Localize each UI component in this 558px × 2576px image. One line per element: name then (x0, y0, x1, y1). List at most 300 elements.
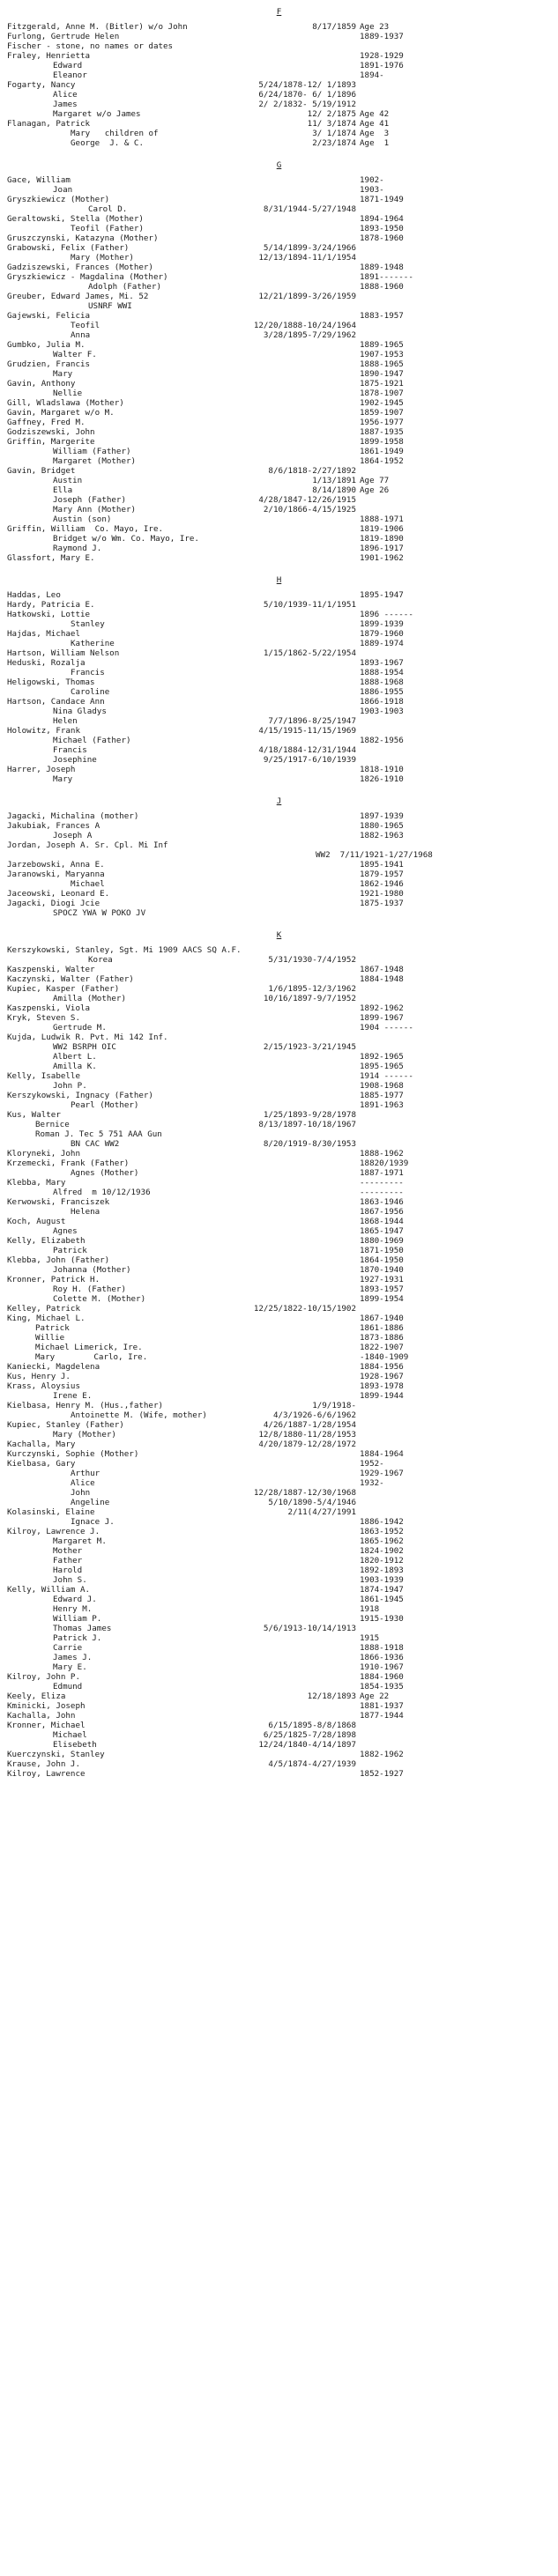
entry-years-or-age: 1888-1968 (360, 677, 404, 687)
burial-entry (0, 243, 558, 253)
entry-years-or-age: 1884-1948 (360, 974, 404, 984)
burial-entry (0, 185, 558, 195)
burial-entry (0, 1410, 558, 1420)
entry-name: Holowitz, Frank (7, 726, 80, 736)
entry-name: Kelly, Elizabeth (7, 1236, 86, 1246)
burial-entry (0, 908, 558, 918)
burial-entry (0, 974, 558, 984)
entry-dates: 6/15/1895-8/8/1868 (268, 1721, 356, 1730)
entry-name: Gumbko, Julia M. (7, 340, 86, 350)
entry-dates: 1/6/1895-12/3/1962 (268, 984, 356, 994)
burial-entry (0, 811, 558, 821)
entry-dates: 5/10/1890-5/4/1946 (268, 1498, 356, 1507)
burial-entry (0, 253, 558, 263)
entry-name: Margaret (Mother) (53, 456, 137, 466)
entry-years-or-age: 1893-1950 (360, 224, 404, 233)
burial-entry (0, 456, 558, 466)
burial-entry (0, 22, 558, 32)
entry-name: William P. (53, 1614, 102, 1624)
burial-entry (0, 1023, 558, 1033)
burial-entry (0, 1314, 558, 1323)
burial-entry (0, 736, 558, 745)
burial-entry (0, 119, 558, 129)
burial-entry (0, 70, 558, 80)
entry-name: Hardy, Patricia E. (7, 600, 95, 610)
section-gap (0, 1779, 558, 1788)
entry-name: Michael (71, 879, 105, 889)
burial-entry (0, 984, 558, 994)
burial-entry (0, 466, 558, 476)
entry-years-or-age: 1891-1963 (360, 1100, 404, 1110)
burial-entry (0, 726, 558, 736)
burial-entry (0, 687, 558, 697)
burial-entry (0, 129, 558, 138)
burial-entry (0, 821, 558, 831)
entry-name: Hajdas, Michael (7, 629, 80, 639)
entry-years-or-age: 1861-1945 (360, 1595, 404, 1604)
entry-name: Gruszczynski, Katazyna (Mother) (7, 233, 159, 243)
burial-entry (0, 1730, 558, 1740)
entry-years-or-age: 1956-1977 (360, 418, 404, 427)
entry-name: Kaszpenski, Walter (7, 965, 95, 974)
entry-years-or-age: 1819-1906 (360, 524, 404, 534)
burial-entry (0, 1769, 558, 1779)
entry-years-or-age: --------- (360, 1188, 404, 1197)
entry-name: Griffin, Margerite (7, 437, 95, 447)
entry-name: Harrer, Joseph (7, 765, 76, 774)
entry-dates: 4/18/1884-12/31/1944 (258, 745, 356, 755)
entry-dates: 3/ 1/1874 (312, 129, 356, 138)
burial-entry (0, 1246, 558, 1255)
burial-entry (0, 109, 558, 119)
burial-entry (0, 697, 558, 707)
entry-dates: 12/20/1888-10/24/1964 (253, 321, 356, 330)
entry-years-or-age: 1952- (360, 1459, 384, 1469)
entry-years-or-age: 1880-1965 (360, 821, 404, 831)
burial-entry (0, 1207, 558, 1217)
entry-name: Michael (53, 1730, 87, 1740)
section-letter-heading: G (276, 160, 282, 170)
entry-name: Johanna (Mother) (53, 1265, 131, 1275)
burial-entry (0, 311, 558, 321)
entry-years-or-age: 1822-1907 (360, 1343, 404, 1352)
section-h (0, 575, 558, 793)
burial-entry (0, 263, 558, 272)
entry-dates: 4/15/1915-11/15/1969 (258, 726, 356, 736)
burial-entry (0, 755, 558, 765)
burial-entry (0, 1759, 558, 1769)
entry-years-or-age: Age 42 (360, 109, 390, 119)
burial-entry (0, 1575, 558, 1585)
burial-entry (0, 716, 558, 726)
entry-name: Alice (53, 90, 78, 100)
section-g (0, 160, 558, 572)
entry-years-or-age: 1866-1936 (360, 1653, 404, 1662)
entry-years-or-age: 1894- (360, 70, 384, 80)
entry-name: Gajewski, Felicia (7, 311, 91, 321)
burial-entry (0, 138, 558, 148)
entry-years-or-age: 1875-1921 (360, 379, 404, 389)
burial-entry (0, 965, 558, 974)
burial-entry (0, 485, 558, 495)
entry-name: Thomas James (53, 1624, 112, 1633)
entry-name: Kujda, Ludwik R. Pvt. Mi 142 Inf. (7, 1033, 168, 1042)
entry-years-or-age: 1899-1967 (360, 1013, 404, 1023)
entry-years-or-age: 1820-1912 (360, 1556, 404, 1566)
burial-entry (0, 1566, 558, 1575)
entry-years-or-age: 1921-1980 (360, 889, 404, 899)
burial-entry (0, 282, 558, 292)
entry-name: Kus, Walter (7, 1110, 61, 1120)
entry-name: Agnes (53, 1226, 78, 1236)
entry-years-or-age: 1824-1902 (360, 1546, 404, 1556)
entry-dates: 6/25/1825-7/28/1898 (263, 1730, 356, 1740)
entry-name: Gill, Wladslawa (Mother) (7, 398, 124, 408)
burial-entry (0, 1255, 558, 1265)
section-gap (0, 784, 558, 793)
burial-entry (0, 80, 558, 90)
entry-name: Kronner, Patrick H. (7, 1275, 100, 1284)
entry-name: Kerwowski, Franciszek (7, 1197, 110, 1207)
entry-years-or-age: Age 26 (360, 485, 390, 495)
entry-name: Gryszkiewicz - Magdalina (Mother) (7, 272, 168, 282)
entry-name: Patrick J. (53, 1633, 102, 1643)
entry-years-or-age: 1884-1960 (360, 1672, 404, 1682)
burial-entry (0, 619, 558, 629)
burial-entry (0, 1304, 558, 1314)
entry-years-or-age: 1891-1976 (360, 61, 404, 70)
burial-entry (0, 1391, 558, 1401)
entry-years-or-age: 1883-1957 (360, 311, 404, 321)
entry-years-or-age: 1907-1953 (360, 350, 404, 359)
burial-entry (0, 1042, 558, 1052)
burial-entry (0, 1062, 558, 1071)
entry-name: Heligowski, Thomas (7, 677, 95, 687)
burial-entry (0, 398, 558, 408)
entry-name: Kaczynski, Walter (Father) (7, 974, 134, 984)
burial-entry (0, 514, 558, 524)
burial-entry (0, 389, 558, 398)
entry-years-or-age: 1868-1944 (360, 1217, 404, 1226)
burial-entry (0, 1158, 558, 1168)
entry-years-or-age: 1887-1935 (360, 427, 404, 437)
entry-dates: 11/ 3/1874 (307, 119, 356, 129)
burial-entry (0, 765, 558, 774)
burial-entry (0, 350, 558, 359)
burial-entry (0, 1236, 558, 1246)
entry-name: Eleanor (53, 70, 87, 80)
burial-entry (0, 1653, 558, 1662)
burial-entry (0, 1129, 558, 1139)
burial-entry (0, 1546, 558, 1556)
burial-entry (0, 524, 558, 534)
entry-name: Helena (71, 1207, 100, 1217)
entry-name: Kryk, Steven S. (7, 1013, 80, 1023)
section-gap (0, 563, 558, 572)
entry-name: Jakubiak, Frances A (7, 821, 100, 831)
burial-entry (0, 1498, 558, 1507)
entry-years-or-age: 1892-1893 (360, 1566, 404, 1575)
entry-name: Flanagan, Patrick (7, 119, 91, 129)
burial-entry (0, 1711, 558, 1721)
entry-name: Jarzebowski, Anna E. (7, 860, 105, 870)
entry-name: Kronner, Michael (7, 1721, 86, 1730)
entry-years-or-age: 1902-1945 (360, 398, 404, 408)
entry-name: Krass, Aloysius (7, 1381, 80, 1391)
entry-name: Joan (53, 185, 73, 195)
burial-entry (0, 321, 558, 330)
entry-name: Fraley, Henrietta (7, 51, 91, 61)
entry-name: Josephine (53, 755, 97, 765)
burial-entry (0, 1672, 558, 1682)
entry-name: Kachalla, Mary (7, 1440, 76, 1449)
section-gap (0, 148, 558, 157)
burial-entry (0, 1469, 558, 1478)
entry-name: James J. (53, 1653, 93, 1662)
entry-years-or-age: 1879-1960 (360, 629, 404, 639)
entry-years-or-age: 1886-1955 (360, 687, 404, 697)
burial-entry (0, 1556, 558, 1566)
entry-years-or-age: 1889-1974 (360, 639, 404, 648)
entry-years-or-age: 1884-1964 (360, 1449, 404, 1459)
entry-years-or-age: 1903-1903 (360, 707, 404, 716)
burial-entry (0, 553, 558, 563)
entry-dates: 12/24/1840-4/14/1897 (258, 1740, 356, 1750)
entry-name: Godziszewski, John (7, 427, 95, 437)
entry-name: Teofil (Father) (71, 224, 144, 233)
entry-name: Jaranowski, Maryanna (7, 870, 105, 879)
entry-name: Amilla (Mother) (53, 994, 126, 1003)
section-k (0, 930, 558, 1788)
entry-name: Anna (71, 330, 91, 340)
burial-entry (0, 1595, 558, 1604)
burial-entry (0, 195, 558, 204)
entry-name: WW2 BSRPH OIC (53, 1042, 116, 1052)
entry-years-or-age: 1908-1968 (360, 1081, 404, 1091)
burial-entry (0, 408, 558, 418)
entry-years-or-age: 1874-1947 (360, 1585, 404, 1595)
entry-dates: 2/11(4/27/1991 (287, 1507, 356, 1517)
burial-entry (0, 955, 558, 965)
entry-name: Father (53, 1556, 83, 1566)
burial-entry (0, 1013, 558, 1023)
burial-entry (0, 889, 558, 899)
entry-name: Fogarty, Nancy (7, 80, 76, 90)
section-gap (0, 918, 558, 927)
entry-name: Jagacki, Michalina (mother) (7, 811, 139, 821)
entry-name: Angeline (71, 1498, 110, 1507)
entry-name: Jagacki, Diogi Jcie (7, 899, 100, 908)
entry-name: Kachalla, John (7, 1711, 76, 1721)
burial-entry (0, 1178, 558, 1188)
entry-name: Mary E. (53, 1662, 87, 1672)
entry-name: Korea (88, 955, 113, 965)
entry-name: Amilla K. (53, 1062, 97, 1071)
entry-name: Katherine (71, 639, 115, 648)
entry-name: Pearl (Mother) (71, 1100, 139, 1110)
entry-years-or-age: 1892-1965 (360, 1052, 404, 1062)
entry-name: George J. & C. (71, 138, 144, 148)
entry-name: Gadziszewski, Frances (Mother) (7, 263, 153, 272)
entry-years-or-age: 1892-1962 (360, 1003, 404, 1013)
entry-dates: 12/28/1887-12/30/1968 (253, 1488, 356, 1498)
entry-name: Edward J. (53, 1595, 97, 1604)
burial-entry (0, 100, 558, 109)
entry-years-or-age: 1854-1935 (360, 1682, 404, 1691)
burial-entry (0, 505, 558, 514)
entry-dates: 3/28/1895-7/29/1962 (263, 330, 356, 340)
burial-entry (0, 1488, 558, 1498)
entry-dates: 5/24/1878-12/ 1/1893 (258, 80, 356, 90)
entry-name: Kilroy, Lawrence J. (7, 1527, 100, 1536)
entry-years-or-age: 1866-1918 (360, 697, 404, 707)
entry-years-or-age: 1895-1941 (360, 860, 404, 870)
burial-entry (0, 1323, 558, 1333)
burial-entry (0, 1750, 558, 1759)
entry-name: Klebba, Mary (7, 1178, 66, 1188)
entry-name: BN CAC WW2 (71, 1139, 120, 1149)
entry-name: Geraltowski, Stella (Mother) (7, 214, 144, 224)
burial-entry (0, 534, 558, 544)
entry-name: Ella (53, 485, 73, 495)
entry-name: Edward (53, 61, 83, 70)
entry-dates: 8/31/1944-5/27/1948 (263, 204, 356, 214)
entry-name: Mary (53, 774, 73, 784)
burial-entry (0, 292, 558, 301)
section-letter-heading: K (276, 930, 282, 940)
entry-name: Carol D. (88, 204, 128, 214)
entry-name: Kerszykowski, Stanley, Sgt. Mi 1909 AACS SQ A.F. (7, 945, 242, 955)
entry-name: Joseph (Father) (53, 495, 126, 505)
entry-name: Gavin, Bridget (7, 466, 76, 476)
entry-name: Elisebeth (53, 1740, 97, 1750)
burial-entry (0, 850, 558, 860)
entry-name: Mary (Mother) (53, 1430, 116, 1440)
burial-entry (0, 879, 558, 889)
entry-dates: 2/ 2/1832- 5/19/1912 (258, 100, 356, 109)
entry-years-or-age: 1878-1960 (360, 233, 404, 243)
burial-entry (0, 774, 558, 784)
burial-entry (0, 1624, 558, 1633)
entry-name: Edmund (53, 1682, 83, 1691)
entry-name: Kupiec, Kasper (Father) (7, 984, 120, 994)
entry-name: Koch, August (7, 1217, 66, 1226)
entry-years-or-age: 1861-1949 (360, 447, 404, 456)
entry-years-or-age: 1915 (360, 1633, 380, 1643)
entry-name: Agnes (Mother) (71, 1168, 139, 1178)
burial-entry (0, 1633, 558, 1643)
entry-name: Colette M. (Mother) (53, 1294, 146, 1304)
burial-entry (0, 677, 558, 687)
burial-entry (0, 1507, 558, 1517)
entry-name: Henry M. (53, 1604, 93, 1614)
entry-list (0, 175, 558, 563)
entry-years-or-age: 1871-1950 (360, 1246, 404, 1255)
entry-years-or-age: 1893-1967 (360, 658, 404, 668)
entry-name: Margaret w/o James (53, 109, 141, 119)
burial-entry (0, 1081, 558, 1091)
burial-entry (0, 1110, 558, 1120)
entry-years-or-age: 1893-1978 (360, 1381, 404, 1391)
entry-name: Teofil (71, 321, 100, 330)
burial-entry (0, 658, 558, 668)
entry-dates: 4/26/1887-1/28/1954 (263, 1420, 356, 1430)
entry-years-or-age: 1901-1962 (360, 553, 404, 563)
burial-entry (0, 899, 558, 908)
entry-name: Mary Carlo, Ire. (35, 1352, 148, 1362)
entry-name: Nellie (53, 389, 83, 398)
burial-entry (0, 1343, 558, 1352)
burial-entry (0, 427, 558, 437)
entry-years-or-age: 1889-1965 (360, 340, 404, 350)
entry-years-or-age: 1882-1962 (360, 1750, 404, 1759)
burial-entry (0, 1372, 558, 1381)
entry-years-or-age: 1888-1965 (360, 359, 404, 369)
entry-dates: 4/3/1926-6/6/1962 (272, 1410, 356, 1420)
entry-years-or-age: 1895-1947 (360, 590, 404, 600)
entry-years-or-age: 1899-1954 (360, 1294, 404, 1304)
burial-entry (0, 437, 558, 447)
burial-entry (0, 1362, 558, 1372)
entry-name: Kelly, Isabelle (7, 1071, 80, 1081)
entry-years-or-age: 1888-1954 (360, 668, 404, 677)
entry-years-or-age: 1818-1910 (360, 765, 404, 774)
entry-dates: 4/28/1847-12/26/1915 (258, 495, 356, 505)
entry-name: Grabowski, Felix (Father) (7, 243, 130, 253)
entry-name: Nina Gladys (53, 707, 107, 716)
entry-dates: 12/ 2/1875 (307, 109, 356, 119)
entry-name: Kelly, William A. (7, 1585, 91, 1595)
burial-entry (0, 1691, 558, 1701)
entry-years-or-age: 1904 ------ (360, 1023, 413, 1033)
entry-name: Caroline (71, 687, 110, 697)
entry-years-or-age: 1859-1907 (360, 408, 404, 418)
entry-name: Greuber, Edward James, Mi. 52 (7, 292, 149, 301)
entry-name: Furlong, Gertrude Helen (7, 32, 120, 41)
entry-name: Haddas, Leo (7, 590, 61, 600)
entry-name: Austin (53, 476, 83, 485)
entry-name: Joseph A (53, 831, 93, 840)
entry-years-or-age: Age 23 (360, 22, 390, 32)
burial-entry (0, 1459, 558, 1469)
burial-entry (0, 379, 558, 389)
entry-name: Kaszpenski, Viola (7, 1003, 91, 1013)
burial-entry (0, 495, 558, 505)
entry-dates: 5/31/1930-7/4/1952 (268, 955, 356, 965)
entry-years-or-age: 1889-1937 (360, 32, 404, 41)
entry-name: Kerszykowski, Ingnacy (Father) (7, 1091, 153, 1100)
burial-entry (0, 1033, 558, 1042)
entry-name: Jaceowski, Leonard E. (7, 889, 110, 899)
entry-name: Albert L. (53, 1052, 97, 1062)
entry-years-or-age: 1861-1886 (360, 1323, 404, 1333)
entry-name: Kurczynski, Sophie (Mother) (7, 1449, 139, 1459)
burial-entry (0, 840, 558, 850)
burial-entry (0, 224, 558, 233)
entry-list (0, 590, 558, 784)
entry-years-or-age: 1886-1942 (360, 1517, 404, 1527)
burial-entry (0, 272, 558, 282)
entry-years-or-age: 1899-1939 (360, 619, 404, 629)
entry-dates: 12/25/1822-10/15/1902 (253, 1304, 356, 1314)
burial-entry (0, 1536, 558, 1546)
entry-dates: 8/14/1890 (312, 485, 356, 495)
entry-years-or-age: 1864-1952 (360, 456, 404, 466)
entry-name: Irene E. (53, 1391, 93, 1401)
entry-name: John (71, 1488, 91, 1498)
entry-name: Kuerczynski, Stanley (7, 1750, 105, 1759)
entry-name: Michael Limerick, Ire. (35, 1343, 143, 1352)
